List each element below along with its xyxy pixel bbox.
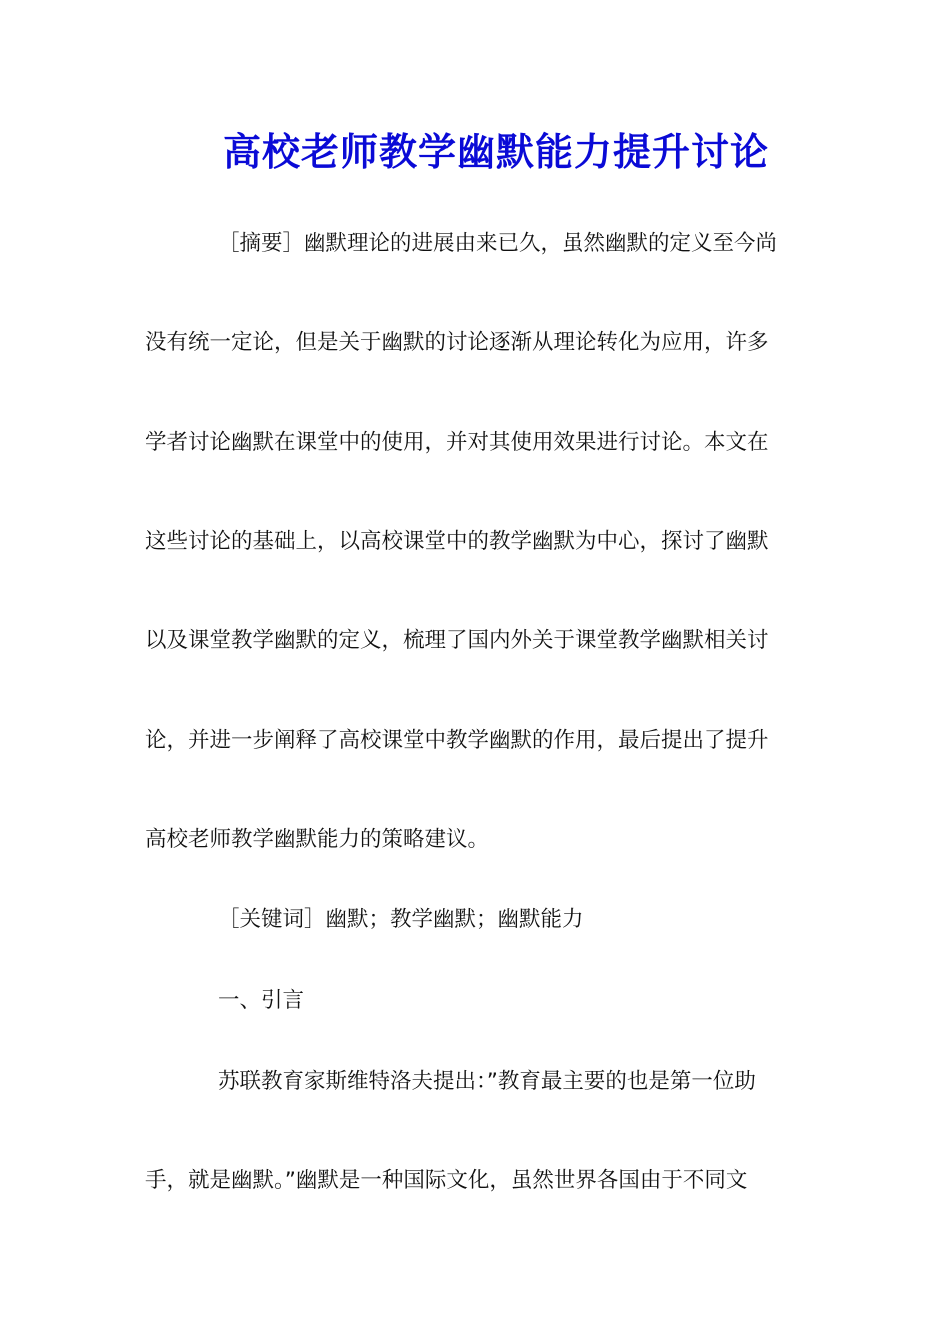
abstract-line-7: 高校老师教学幽默能力的策略建议。 [145,827,490,852]
abstract-line-4: 这些讨论的基础上，以高校课堂中的教学幽默为中心，探讨了幽默 [145,529,769,554]
abstract-line-5: 以及课堂教学幽默的定义，梳理了国内外关于课堂教学幽默相关讨 [145,628,769,653]
abstract-line-6: 论，并进一步阐释了高校课堂中教学幽默的作用，最后提出了提升 [145,728,769,753]
body-line-2: 手，就是幽默。”幽默是一种国际文化，虽然世界各国由于不同文 [145,1168,748,1193]
abstract-line-3: 学者讨论幽默在课堂中的使用，并对其使用效果进行讨论。本文在 [145,430,769,455]
body-line-1: 苏联教育家斯维特洛夫提出：”教育最主要的也是第一位助 [218,1069,756,1094]
abstract-line-1: ［摘要］幽默理论的进展由来已久，虽然幽默的定义至今尚 [218,231,778,256]
abstract-line-2: 没有统一定论，但是关于幽默的讨论逐渐从理论转化为应用，许多 [145,330,769,355]
keywords-line: ［关键词］幽默；教学幽默；幽默能力 [218,907,584,932]
section-heading-introduction: 一、引言 [218,988,305,1013]
document-title: 高校老师教学幽默能力提升讨论 [222,129,769,174]
